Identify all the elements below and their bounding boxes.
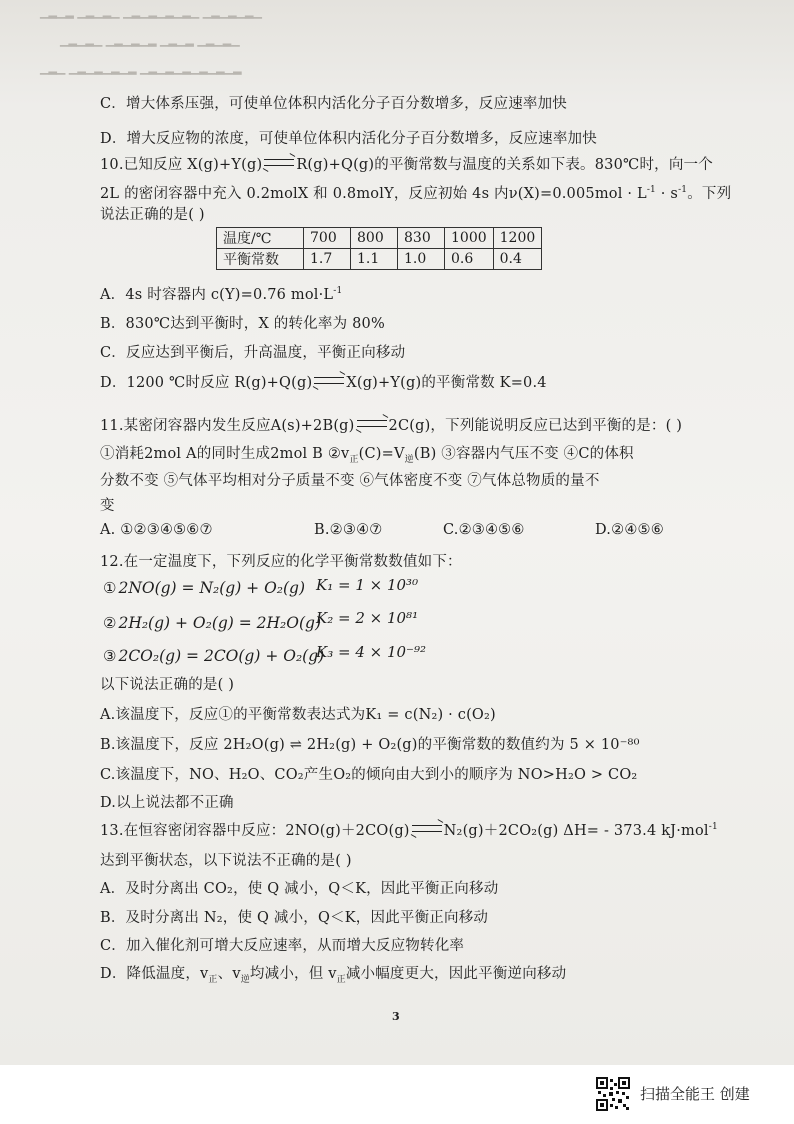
- unit-exponent: -1: [678, 185, 688, 196]
- q13-option-d: [100, 962, 566, 985]
- scanner-watermark-text: 扫描全能王 创建: [640, 1085, 750, 1103]
- q11-option-c: C.②③④⑤⑥: [443, 522, 525, 538]
- equilibrium-arrow-icon: [357, 419, 387, 428]
- q10-option-d-part1: D．1200 ℃时反应 R(g)+Q(g): [100, 375, 313, 391]
- q13-stem: [100, 819, 718, 840]
- q11-statement-text: (B) ③容器内气压不变 ④C的体积: [413, 446, 634, 462]
- reaction-number: ②: [103, 614, 117, 632]
- q12-reaction-3: [103, 647, 324, 665]
- table-cell: 平衡常数: [217, 249, 304, 270]
- bleed-through-text: ▁▂▁▂ ▁▂▁▂▁ ▁▂▁▂▁▂▁▂▁ ▁▂▁▂▁▂▁: [40, 6, 262, 19]
- q11-option-a: A. ①②③④⑤⑥⑦: [100, 522, 213, 538]
- q12-option-c: C.该温度下，NO、H₂O、CO₂产生O₂的倾向由大到小的顺序为 NO>H₂O > CO₂: [100, 767, 638, 783]
- q10-stem-part1: 10.已知反应 X(g)+Y(g): [100, 157, 263, 173]
- table-cell: 700: [304, 228, 351, 249]
- q13-option-d-text: 均减小，但 v: [249, 966, 337, 982]
- q12-stem: 12.在一定温度下，下列反应的化学平衡常数数值如下：: [100, 554, 462, 570]
- bleed-through-text: ▁▂▁▂▁ ▁▂▁▂▁▂ ▁▂▁▂ ▁▂▁▂▁: [60, 34, 240, 47]
- q11-option-d: D.②④⑤⑥: [595, 522, 664, 538]
- unit-exponent: -1: [708, 822, 718, 833]
- q12-k3: K₃ = 4 × 10⁻⁹²: [316, 643, 427, 661]
- qr-code-icon: [596, 1077, 630, 1111]
- q13-option-d-text: 减小幅度更大，因此平衡逆向移动: [345, 966, 567, 982]
- q10-stem: [100, 153, 713, 174]
- q12-k2: K₂ = 2 × 10⁸¹: [316, 609, 419, 627]
- table-cell: 1.1: [351, 249, 398, 270]
- subscript: 逆: [240, 974, 250, 985]
- equilibrium-arrow-icon: [264, 158, 294, 167]
- q10-stem-line2-mid: · s: [655, 186, 679, 202]
- reaction-number: ③: [103, 647, 117, 665]
- q10-stem-line2-text: 2L 的密闭容器中充入 0.2molX 和 0.8molY，反应初始 4s 内ν(X)=0.005mol · L: [100, 186, 647, 202]
- reaction-equation: 2H₂(g) + O₂(g) = 2H₂O(g): [118, 614, 321, 632]
- q11-stem: [100, 414, 682, 435]
- q10-option-c: C．反应达到平衡后，升高温度，平衡正向移动: [100, 345, 406, 361]
- table-cell: 温度/℃: [217, 228, 304, 249]
- subscript: 正: [349, 454, 359, 465]
- q11-option-b: B.②③④⑦: [314, 522, 383, 538]
- equilibrium-arrow-icon: [412, 824, 442, 833]
- page-number: 3: [392, 1010, 400, 1023]
- q11-statement-text: (C)=V: [358, 446, 405, 462]
- q10-stem-part2: R(g)+Q(g)的平衡常数与温度的关系如下表。830℃时，向一个: [296, 157, 713, 173]
- reaction-equation: 2CO₂(g) = 2CO(g) + O₂(g): [118, 647, 325, 665]
- q10-stem-line2-end: 。下列: [687, 186, 732, 202]
- equilibrium-arrow-icon: [314, 376, 344, 385]
- q13-stem-part1: 13.在恒容密闭容器中反应：2NO(g)＋2CO(g): [100, 823, 410, 839]
- equilibrium-constant-table: [216, 227, 542, 270]
- q12-option-d: D.以上说法都不正确: [100, 795, 234, 811]
- q10-option-a: [100, 283, 342, 304]
- q11-statements-line2: 分数不变 ⑤气体平均相对分子质量不变 ⑥气体密度不变 ⑦气体总物质的量不: [100, 473, 600, 489]
- subscript: 逆: [404, 454, 414, 465]
- unit-exponent: -1: [646, 185, 656, 196]
- table-row-constant: [217, 249, 542, 270]
- q13-stem-part2: N₂(g)＋2CO₂(g) ΔH= - 373.4 kJ·mol: [443, 823, 709, 839]
- q13-option-b: B．及时分离出 N₂，使 Q 减小，Q＜K，因此平衡正向移动: [100, 910, 489, 926]
- table-row-temperature: [217, 228, 542, 249]
- q10-option-d-part2: X(g)+Y(g)的平衡常数 K=0.4: [346, 375, 547, 391]
- table-cell: 1000: [445, 228, 494, 249]
- q10-option-b: B．830℃达到平衡时，X 的转化率为 80%: [100, 316, 385, 332]
- subscript: 正: [336, 974, 346, 985]
- q9-option-d: D．增大反应物的浓度，可使单位体积内活化分子百分数增多，反应速率加快: [100, 131, 597, 147]
- q10-stem-line3: 说法正确的是( ): [100, 207, 205, 223]
- unit-exponent: -1: [333, 286, 343, 297]
- q10-stem-line2: [100, 182, 731, 203]
- q11-stem-part2: 2C(g)，下列能说明反应已达到平衡的是：( ): [388, 418, 683, 434]
- q13-stem-line2: 达到平衡状态，以下说法不正确的是( ): [100, 853, 352, 869]
- reaction-number: ①: [103, 579, 117, 597]
- subscript: 正: [208, 974, 218, 985]
- table-cell: 1200: [493, 228, 542, 249]
- table-cell: 1.7: [304, 249, 351, 270]
- q13-option-d-text: 、v: [217, 966, 241, 982]
- q12-option-b: B.该温度下，反应 2H₂O(g) ⇌ 2H₂(g) + O₂(g)的平衡常数的数值约为 5 × 10⁻⁸⁰: [100, 737, 640, 753]
- q13-option-a: A．及时分离出 CO₂，使 Q 减小，Q＜K，因此平衡正向移动: [100, 881, 499, 897]
- q13-option-d-text: D．降低温度，v: [100, 966, 209, 982]
- q11-statement-text: ①消耗2mol A的同时生成2mol B ②v: [100, 446, 350, 462]
- reaction-equation: 2NO(g) = N₂(g) + O₂(g): [118, 579, 306, 597]
- q12-reaction-1: [103, 579, 305, 597]
- q12-ask: 以下说法正确的是( ): [100, 677, 235, 693]
- q10-option-a-text: A．4s 时容器内 c(Y)=0.76 mol·L: [100, 287, 334, 303]
- table-cell: 830: [398, 228, 445, 249]
- q12-reaction-2: [103, 614, 321, 632]
- bleed-through-text: ▁▂▁ ▁▂▁▂▁▂▁▂ ▁▂▁▂▁▂▁▂▁▂▁▂: [40, 62, 242, 75]
- table-cell: 0.6: [445, 249, 494, 270]
- q11-statements-line1: [100, 442, 634, 465]
- q9-option-c: C．增大体系压强，可使单位体积内活化分子百分数增多，反应速率加快: [100, 96, 567, 112]
- q13-option-c: C．加入催化剂可增大反应速率，从而增大反应物转化率: [100, 938, 465, 954]
- table-cell: 0.4: [493, 249, 542, 270]
- table-cell: 1.0: [398, 249, 445, 270]
- q10-option-d: [100, 371, 547, 392]
- table-cell: 800: [351, 228, 398, 249]
- q12-option-a: A.该温度下，反应①的平衡常数表达式为K₁ = c(N₂) · c(O₂): [100, 707, 496, 723]
- q11-stem-part1: 11.某密闭容器内发生反应A(s)+2B(g): [100, 418, 355, 434]
- q12-k1: K₁ = 1 × 10³⁰: [316, 576, 419, 594]
- q11-statements-line3: 变: [100, 498, 115, 514]
